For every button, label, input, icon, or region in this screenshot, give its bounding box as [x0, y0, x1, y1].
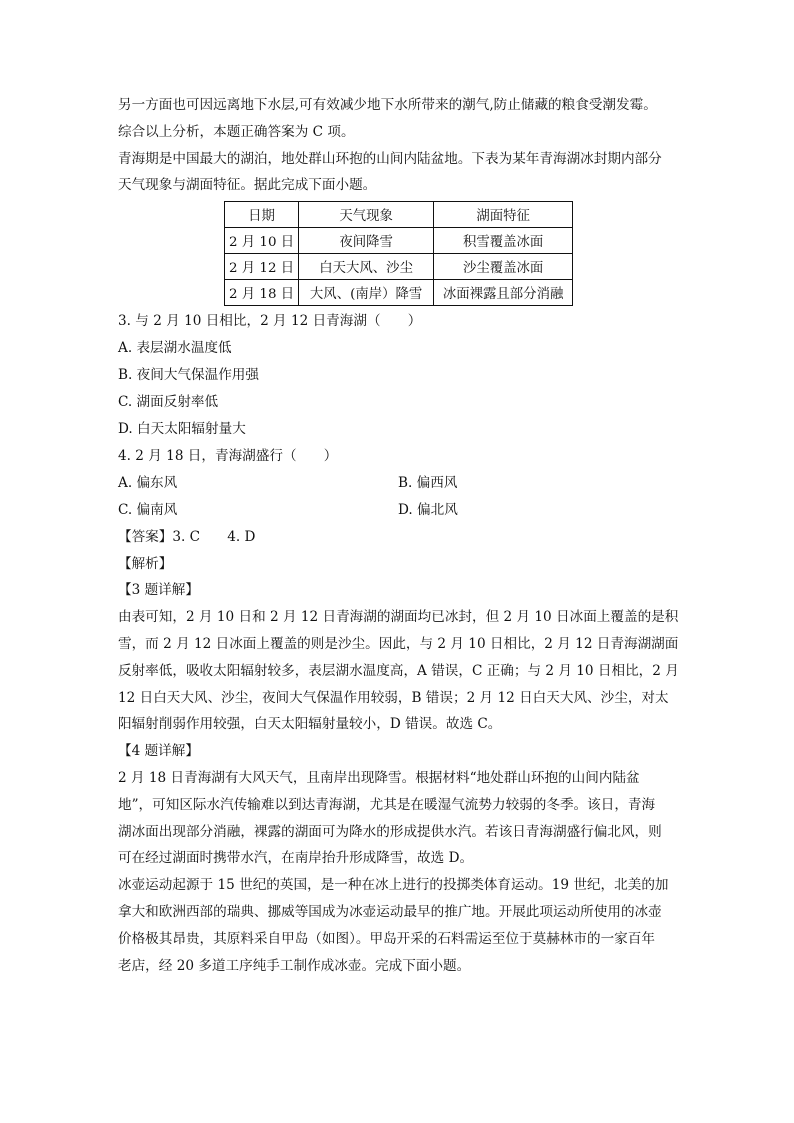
question-4-options-row: [118, 497, 678, 524]
curling-line: 拿大和欧洲西部的瑞典、挪威等国成为冰壶运动最早的推广地。开展此项运动所使用的冰壶: [118, 903, 662, 920]
detail-4-line: 湖冰面出现部分消融，裸露的湖面可为降水的形成提供水汽。若该日青海湖盛行偏北风，则: [118, 823, 662, 840]
table-cell: 积雪覆盖冰面: [434, 228, 573, 254]
question-3-option: D. 白天太阳辐射量大: [118, 420, 246, 437]
question-4-option: A. 偏东风: [118, 474, 178, 491]
question-4-stem: 4. 2 月 18 日，青海湖盛行（ ）: [118, 447, 338, 464]
detail-4-line: 2 月 18 日青海湖有大风天气，且南岸出现降雪。根据材料“地处群山环抱的山间内陆盆: [118, 769, 640, 786]
table-header-cell: 日期: [225, 202, 299, 228]
detail-3-line: 由表可知，2 月 10 日和 2 月 12 日青海湖的湖面均已冰封，但 2 月 10 日冰面上覆盖的是积: [118, 609, 679, 626]
table-header-cell: 天气现象: [299, 202, 434, 228]
question-3-option: A. 表层湖水温度低: [118, 339, 232, 356]
question-3-option: C. 湖面反射率低: [118, 393, 219, 410]
detail-3-label: 【3 题详解】: [118, 582, 199, 599]
table-cell: 2 月 10 日: [225, 228, 299, 254]
detail-3-line: 反射率低，吸收太阳辐射较多，表层湖水温度高，A 错误，C 正确；与 2 月 10 日相比，2 月: [118, 662, 679, 679]
table-row: [225, 228, 573, 254]
intro-line: 天气现象与湖面特征。据此完成下面小题。: [118, 177, 377, 194]
detail-4-label: 【4 题详解】: [118, 743, 199, 760]
answer-line: 【答案】3. C 4. D: [118, 528, 256, 545]
table-header-row: [225, 202, 573, 228]
intro-line: 综合以上分析，本题正确答案为 C 项。: [118, 123, 355, 140]
table-cell: 2 月 12 日: [225, 254, 299, 280]
table-cell: 夜间降雪: [299, 228, 434, 254]
table-row: [225, 280, 573, 306]
table-cell: 冰面裸露且部分消融: [434, 280, 573, 306]
table-cell: 白天大风、沙尘: [299, 254, 434, 280]
detail-4-line: 可在经过湖面时携带水汽，在南岸抬升形成降雪，故选 D。: [118, 850, 474, 867]
question-4-option: D. 偏北风: [398, 501, 458, 518]
table-cell: 大风、(南岸）降雪: [299, 280, 434, 306]
analysis-label: 【解析】: [118, 555, 173, 572]
intro-line: 青海期是中国最大的湖泊，地处群山环抱的山间内陆盆地。下表为某年青海湖冰封期内部分: [118, 150, 662, 167]
table-header-cell: 湖面特征: [434, 202, 573, 228]
document-page: [118, 92, 678, 979]
detail-4-line: 地”，可知区际水汽传输难以到达青海湖，尤其是在暖湿气流势力较弱的冬季。该日，青海: [118, 796, 656, 813]
curling-line: 冰壶运动起源于 15 世纪的英国，是一种在冰上进行的投掷类体育运动。19 世纪，北美的加: [118, 877, 669, 894]
detail-3-line: 阳辐射削弱作用较强，白天太阳辐射量较小，D 错误。故选 C。: [118, 716, 502, 733]
table-cell: 2 月 18 日: [225, 280, 299, 306]
curling-line: 价格极其昂贵，其原料采自甲岛（如图）。甲岛开采的石料需运至位于莫赫林市的一家百年: [118, 930, 655, 947]
detail-3-line: 雪，而 2 月 12 日冰面上覆盖的则是沙尘。因此，与 2 月 10 日相比，2 月 12 日青海湖湖面: [118, 635, 679, 652]
detail-3-line: 12 日白天大风、沙尘，夜间大气保温作用较弱，B 错误；2 月 12 日白天大风、沙尘，对太: [118, 689, 669, 706]
question-4-options-row: [118, 470, 678, 497]
weather-table: [224, 201, 573, 306]
intro-line: 另一方面也可因远离地下水层,可有效减少地下水所带来的潮气,防止储藏的粮食受潮发霉。: [118, 97, 657, 113]
question-4-option: B. 偏西风: [398, 474, 458, 491]
curling-line: 老店，经 20 多道工序纯手工制作成冰壶。完成下面小题。: [118, 957, 471, 974]
question-3-stem: 3. 与 2 月 10 日相比，2 月 12 日青海湖（ ）: [118, 313, 422, 330]
question-3-option: B. 夜间大气保温作用强: [118, 366, 259, 383]
question-4-option: C. 偏南风: [118, 501, 178, 518]
table-row: [225, 254, 573, 280]
table-cell: 沙尘覆盖冰面: [434, 254, 573, 280]
